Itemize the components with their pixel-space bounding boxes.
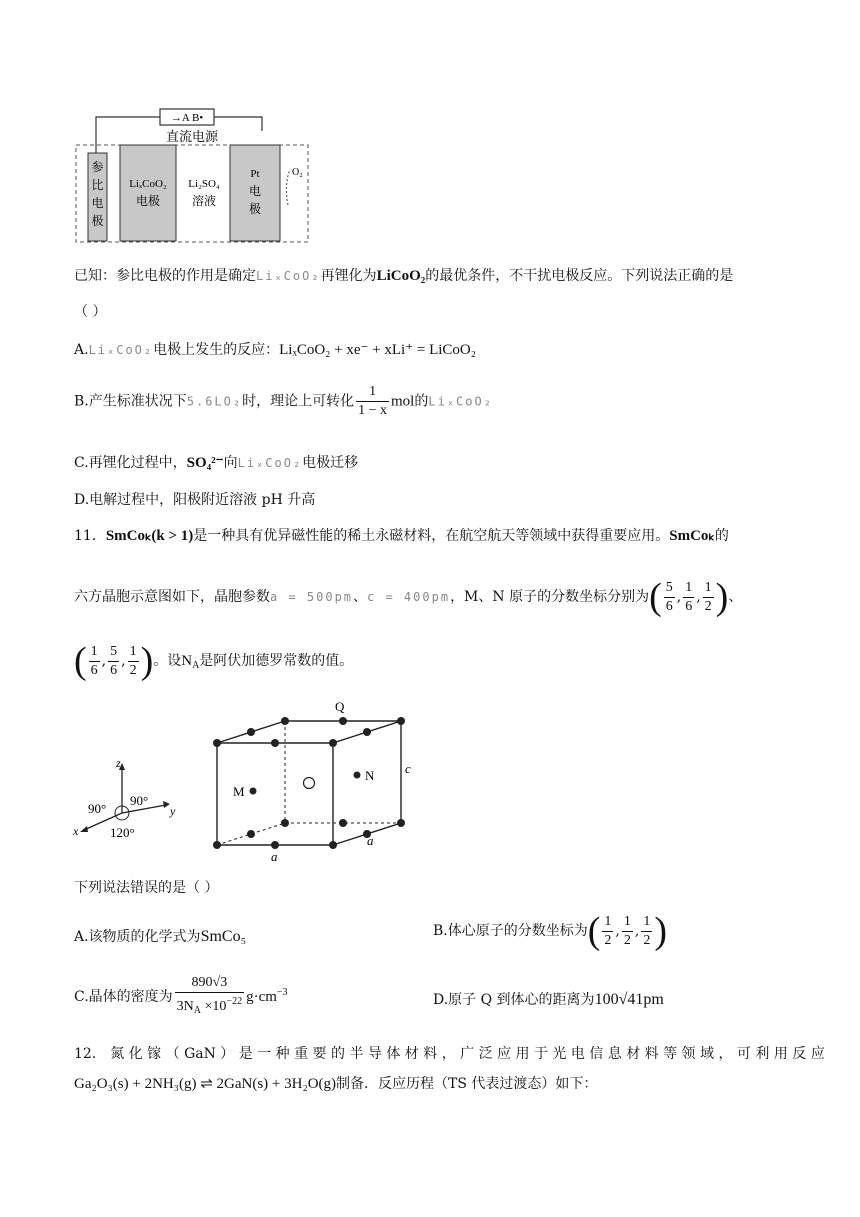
smco5-formula: SmCo₅ <box>200 928 247 945</box>
density-fraction <box>175 974 244 1020</box>
param-a-label-2: a <box>367 833 374 848</box>
sulfate-ion: SO₄²⁻ <box>186 455 224 471</box>
q11-line1 <box>74 526 729 546</box>
q11-opt-d-text: D.原子 Q 到体心的距离为 <box>433 992 595 1008</box>
opt-b-end: 的 <box>414 393 429 410</box>
q11-line2: 六方晶胞示意图如下，晶胞参数a = 500pm、c = 400pm，M、N 原子的分数坐标分别为( $\frac{5}{6}$ , $\frac{1}{6}$ , $\frac{1}{2}$ )、 <box>74 576 743 618</box>
density-unit-sup: −3 <box>276 987 288 998</box>
q11-option-c <box>74 974 288 1020</box>
body-coord-2: $\frac{1}{2}$ <box>623 913 631 948</box>
paren-open: ( <box>649 576 662 618</box>
distance-value: 100√41pm <box>594 991 664 1008</box>
coordinate-axes-figure <box>70 755 180 845</box>
solution-label: 溶液 <box>191 194 217 208</box>
opt-c-prefix: C.再锂化过程中， <box>74 455 187 471</box>
density-unit: g·cm <box>246 989 277 1005</box>
atom-q-label: Q <box>335 699 345 714</box>
smco-formula: SmCoₖ(k > 1) <box>105 528 194 544</box>
o2-label: O₂ <box>292 167 303 178</box>
sep: 、 <box>353 589 368 605</box>
q11-text1: 是一种具有优异磁性能的稀土永磁材料，在航空航天等领域中获得重要应用。 <box>193 528 670 544</box>
density-den-sup: −22 <box>226 996 243 1007</box>
density-den: 3N <box>176 999 194 1014</box>
q10-known <box>74 266 733 286</box>
q10-option-c <box>74 453 358 473</box>
q12-equation: Ga₂O₃(s) + 2NH₃(g) ⇌ 2GaN(s) + 3H₂O(g) <box>74 1076 337 1092</box>
hexagonal-cell-figure <box>205 695 415 865</box>
ref-char-1: 参 <box>91 160 104 174</box>
n-coord-2: $\frac{5}{6}$ <box>110 643 118 678</box>
licoo2-label: 电极 <box>135 194 161 208</box>
angle-2: 90° <box>130 793 149 808</box>
axis-x-label: x <box>73 824 79 838</box>
smco-formula-2: SmCoₖ <box>669 528 715 544</box>
density-den-end: ×10 <box>201 999 227 1014</box>
frac-den: 1 − x <box>358 403 388 418</box>
m-coord-2: $\frac{1}{6}$ <box>685 579 693 614</box>
q10-blank: （ ） <box>74 304 107 320</box>
licoo2-electrode <box>120 145 176 241</box>
opt-c-faded: LiₓCoO₂ <box>237 456 303 470</box>
pt-char-3: 极 <box>248 202 262 216</box>
q11-option-a <box>74 927 246 947</box>
q10-option-d: D.电解过程中，阳极附近溶液 pH 升高 <box>74 492 316 508</box>
pt-char-1: Pt <box>250 168 260 180</box>
axis-y-label: y <box>170 804 176 818</box>
atom-n-label: N <box>365 768 375 783</box>
param-c-label: c <box>405 761 411 776</box>
known-mid: 再锂化为 <box>320 268 377 284</box>
paren-close-n: ) <box>140 640 154 682</box>
known-end: 的最优条件，不干扰电极反应。下列说法正确的是 <box>425 268 734 284</box>
na-sub: A <box>192 660 200 671</box>
power-source-label: 直流电源 <box>165 129 219 144</box>
q11-line3: ( $\frac{1}{6}$ , $\frac{5}{6}$ , $\frac{1}{2}$ )。设$N_A$是阿伏加德罗常数的值。 <box>74 640 354 682</box>
licoo2-formula-text: LiCoO₂ <box>376 268 426 284</box>
opt-b-prefix: B.产生标准状况下 <box>74 393 187 410</box>
param-c: c = 400pm <box>367 590 451 604</box>
licoo2-formula: LiₓCoO₂ <box>129 178 167 190</box>
m-coord-1: $\frac{5}{6}$ <box>665 579 673 614</box>
pt-char-2: 电 <box>248 184 262 198</box>
opt-b-unit: mol <box>391 393 415 410</box>
density-den-sub: A <box>193 1005 202 1016</box>
param-a: a = 500pm <box>270 590 354 604</box>
q11-option-b: B.体心原子的分数坐标为( $\frac{1}{2}$ , $\frac{1}{2}$ , $\frac{1}{2}$ ) <box>433 910 667 952</box>
n-coord-1: $\frac{1}{6}$ <box>90 643 98 678</box>
ref-char-2: 比 <box>91 178 104 192</box>
q11-opt-b-text: B.体心原子的分数坐标为 <box>433 923 588 939</box>
q11-number: 11． <box>74 528 106 544</box>
param-a-label-1: a <box>271 849 278 864</box>
power-terminals: →A B• <box>170 112 204 124</box>
q11-text2-mid: ，M、N 原子的分数坐标分别为 <box>450 589 650 605</box>
q10-option-a <box>74 340 476 360</box>
q11-opt-a-text: A.该物质的化学式为 <box>74 929 201 945</box>
q11-text3-end: 是阿伏加德罗常数的值。 <box>199 653 354 669</box>
opt-b-mid: 时，理论上可转化 <box>242 393 355 410</box>
angle-3: 120° <box>110 825 135 840</box>
na-symbol: N <box>181 653 193 669</box>
body-coord-1: $\frac{1}{2}$ <box>604 913 612 948</box>
q11-text1-end: 的 <box>714 528 729 544</box>
q11-ask: 下列说法错误的是（ ） <box>74 880 219 896</box>
opt-b-faded2: LiₓCoO₂ <box>428 394 493 409</box>
q11-opt-c-text: C.晶体的密度为 <box>74 989 173 1005</box>
known-text: 已知：参比电极的作用是确定 <box>74 268 256 284</box>
q12-line2 <box>74 1074 597 1094</box>
n-coord-3: $\frac{1}{2}$ <box>129 643 137 678</box>
opt-a-prefix: A. <box>74 342 89 358</box>
m-coord-3: $\frac{1}{2}$ <box>704 579 712 614</box>
electrolysis-cell-figure <box>70 105 320 245</box>
opt-a-text: 电极上发生的反应： <box>153 342 280 358</box>
opt-c-end: 电极迁移 <box>302 455 359 471</box>
q10-option-b <box>74 383 493 420</box>
solution-formula: Li₂SO₄ <box>188 178 220 190</box>
atom-m-label: M <box>233 784 245 799</box>
licoo2-faded: LiₓCoO₂ <box>256 269 321 283</box>
opt-c-mid: 向 <box>223 455 238 471</box>
opt-b-faded: 5.6LO₂ <box>186 394 243 409</box>
opt-b-fraction <box>356 383 389 420</box>
q11-option-d <box>433 990 664 1010</box>
frac-num: 1 <box>356 383 389 402</box>
paren-open-n: ( <box>74 640 87 682</box>
q12-line1: 12． 氮 化 镓 （ GaN ） 是 一 种 重 要 的 半 导 体 材 料 ， 广 泛 应 用 于 光 电 信 息 材 料 等 领 域 ， 可 利 用 反 应 <box>74 1046 825 1062</box>
ref-char-4: 极 <box>91 214 104 228</box>
q11-text2: 六方晶胞示意图如下，晶胞参数 <box>74 589 270 605</box>
axis-z-label: z <box>116 756 121 770</box>
paren-close: ) <box>715 576 729 618</box>
body-coord-3: $\frac{1}{2}$ <box>643 913 651 948</box>
q11-text2-end: 、 <box>728 589 743 605</box>
q11-text3: 。设 <box>153 653 182 669</box>
angle-1: 90° <box>88 801 107 816</box>
opt-a-equation: LiₓCoO₂ + xe⁻ + xLi⁺ = LiCoO₂ <box>279 342 476 358</box>
ref-char-3: 电 <box>91 196 104 210</box>
density-num: 890√3 <box>175 974 244 993</box>
q12-line2-end: 制备．反应历程（TS 代表过渡态）如下： <box>336 1076 598 1092</box>
opt-a-faded: LiₓCoO₂ <box>88 343 154 357</box>
